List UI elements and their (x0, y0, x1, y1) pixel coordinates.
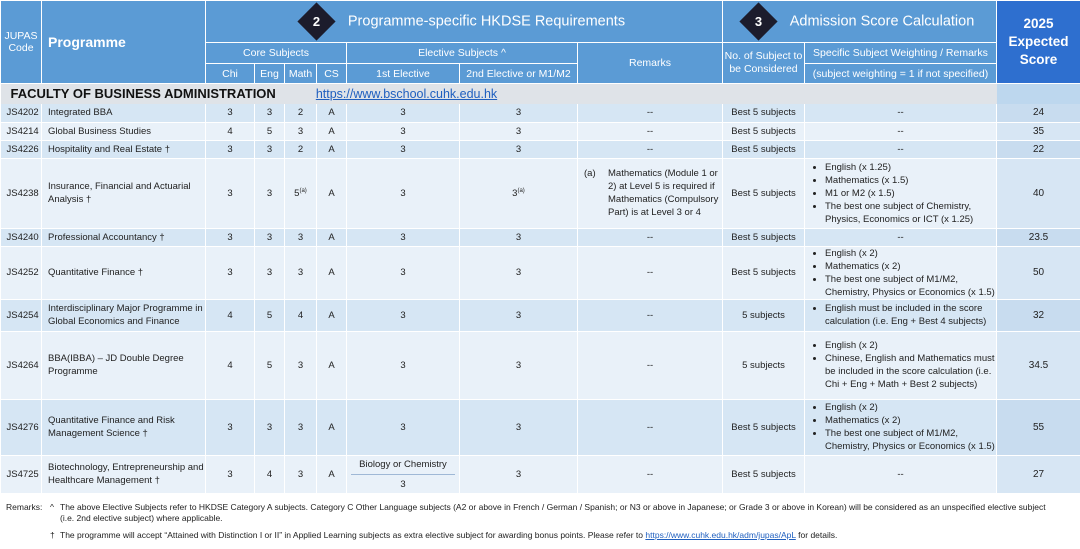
programme-name-cell: BBA(IBBA) – JD Double Degree Programme (42, 331, 206, 399)
table-row (1, 246, 1080, 299)
weighting-list (813, 339, 996, 391)
remarks-text: Mathematics (Module 1 or 2) at Level 5 is required if Mathematics (Compulsory Part) is at Level 3 or 4 (608, 168, 719, 218)
programme-name-cell: Interdisciplinary Major Programme in Global Economics and Finance (42, 299, 206, 331)
no-of-subjects-cell: 5 subjects (723, 299, 805, 331)
first-elective-cell: 3 (347, 299, 460, 331)
eng-cell: 3 (255, 158, 285, 228)
faculty-row-edge (997, 84, 1080, 105)
eng-cell: 5 (255, 331, 285, 399)
weighting-item: • English must be included in the score calculation (i.e. Eng + Best 4 subjects) (825, 302, 996, 328)
first-elective-cell: 3 (347, 331, 460, 399)
second-elective-value: 3 (515, 421, 522, 433)
weighting-header: Specific Subject Weighting / Remarks (805, 43, 997, 64)
no-of-subjects-cell: Best 5 subjects (723, 122, 805, 140)
programme-name-cell: Professional Accountancy † (42, 228, 206, 246)
math-value: 3 (297, 267, 304, 278)
math-cell (285, 104, 317, 122)
expected-score-cell: 22 (997, 140, 1080, 158)
first-elective-cell: 3 (347, 158, 460, 228)
second-elective-cell (460, 104, 578, 122)
second-elective-value: 3 (515, 231, 522, 243)
table-row (1, 455, 1080, 493)
faculty-name: FACULTY OF BUSINESS ADMINISTRATION (10, 86, 276, 101)
second-elective-cell (460, 455, 578, 493)
eng-cell: 5 (255, 122, 285, 140)
weighting-item: • The best one subject of Chemistry, Physics, Economics or ICT (x 1.25) (825, 200, 996, 226)
weighting-list (813, 401, 996, 453)
weighting-item: • English (x 1.25) (825, 161, 996, 174)
table-row (1, 331, 1080, 399)
eng-cell: 3 (255, 228, 285, 246)
section2-header: 2 Programme-specific HKDSE Requirements (206, 1, 723, 43)
second-elective-value: 3 (515, 309, 522, 321)
first-elective-cell: 3 (347, 246, 460, 299)
weighting-item: • Mathematics (x 2) (825, 414, 996, 427)
programme-name-cell: Quantitative Finance † (42, 246, 206, 299)
weighting-item: • Chinese, English and Mathematics must be included in the score calculation (i.e. Chi + Eng + Math + Best 2 subjects) (825, 352, 996, 391)
caret-remark-cont: (i.e. 2nd elective subject) where applicable. (60, 513, 223, 523)
weighting-note: (subject weighting = 1 if not specified) (805, 64, 997, 84)
math-value: 2 (297, 143, 304, 155)
math-footnote: (a) (299, 188, 307, 195)
jupas-code-cell: JS4240 (1, 228, 42, 246)
weighting-cell (805, 158, 997, 228)
eng-header: Eng (255, 64, 285, 84)
first-elective-subject: Biology or Chemistry (359, 458, 447, 470)
dagger-remark: The programme will accept “Attained with Distinction I or II” in Applied Learning subjects as extra elective subject for awarding bonus points. Please refer to https://www.cuhk.edu.hk/adm/jupas/ApL for details. (60, 530, 838, 540)
second-elective-value: 3 (515, 143, 522, 155)
programme-name-cell: Hospitality and Real Estate † (42, 140, 206, 158)
jupas-code-cell: JS4252 (1, 246, 42, 299)
math-cell (285, 399, 317, 455)
math-cell (285, 331, 317, 399)
cs-cell: A (317, 228, 347, 246)
chi-cell: 4 (206, 299, 255, 331)
weighting-item: • The best one subject of M1/M2, Chemistry, Physics or Economics (x 1.5) (825, 427, 996, 453)
chi-header: Chi (206, 64, 255, 84)
second-elective-value: 3 (515, 107, 522, 119)
table-row (1, 158, 1080, 228)
chi-cell: 3 (206, 158, 255, 228)
jupas-code-cell: JS4214 (1, 122, 42, 140)
weighting-cell: -- (805, 455, 997, 493)
jupas-code-cell: JS4725 (1, 455, 42, 493)
math-value: 5 (294, 188, 300, 200)
first-elective-value: 3 (400, 478, 406, 490)
programme-rows (1, 104, 1080, 493)
cs-cell: A (317, 122, 347, 140)
second-elective-cell (460, 331, 578, 399)
weighting-item: • Mathematics (x 1.5) (825, 174, 996, 187)
programme-name-cell: Quantitative Finance and Risk Management Science † (42, 399, 206, 455)
cs-cell: A (317, 399, 347, 455)
second-elective-value: 3 (512, 188, 518, 200)
weighting-cell: -- (805, 228, 997, 246)
second-elective-header: 2nd Elective or M1/M2 (460, 64, 578, 84)
math-value: 2 (297, 107, 304, 119)
math-cell (285, 455, 317, 493)
no-of-subjects-cell: Best 5 subjects (723, 158, 805, 228)
remarks-cell: -- (578, 455, 723, 493)
programme-name-cell: Insurance, Financial and Actuarial Analysis † (42, 158, 206, 228)
remarks-cell: -- (578, 299, 723, 331)
remarks-footer (0, 502, 1080, 541)
dagger-mark: † (50, 530, 55, 540)
math-value: 3 (297, 125, 304, 137)
weighting-item: • The best one subject of M1/M2, Chemistry, Physics or Economics (x 1.5) (825, 273, 996, 299)
eng-cell: 4 (255, 455, 285, 493)
apl-link[interactable]: https://www.cuhk.edu.hk/adm/jupas/ApL (645, 530, 796, 540)
chi-cell: 4 (206, 122, 255, 140)
chi-cell: 3 (206, 399, 255, 455)
weighting-item: • M1 or M2 (x 1.5) (825, 187, 996, 200)
weighting-list (813, 302, 996, 328)
weighting-item: • English (x 2) (825, 401, 996, 414)
remarks-cell: -- (578, 246, 723, 299)
caret-mark: ^ (50, 502, 54, 512)
cs-cell: A (317, 455, 347, 493)
expected-score-cell: 32 (997, 299, 1080, 331)
table-row (1, 399, 1080, 455)
weighting-list (813, 161, 996, 226)
weighting-cell (805, 399, 997, 455)
faculty-url-link[interactable]: https://www.bschool.cuhk.edu.hk (315, 87, 498, 101)
core-subjects-header: Core Subjects (206, 43, 347, 64)
remarks-cell: -- (578, 122, 723, 140)
no-of-subjects-cell: Best 5 subjects (723, 399, 805, 455)
eng-cell: 3 (255, 104, 285, 122)
chi-cell: 3 (206, 104, 255, 122)
second-elective-value: 3 (515, 125, 522, 137)
second-elective-cell (460, 246, 578, 299)
cs-header: CS (317, 64, 347, 84)
cs-cell: A (317, 158, 347, 228)
expected-score-cell: 40 (997, 158, 1080, 228)
expected-score-cell: 23.5 (997, 228, 1080, 246)
first-elective-cell: 3 (347, 104, 460, 122)
section2-badge: 2 (297, 2, 335, 40)
second-elective-cell (460, 399, 578, 455)
remarks-cell: -- (578, 399, 723, 455)
jupas-code-cell: JS4254 (1, 299, 42, 331)
jupas-code-cell: JS4264 (1, 331, 42, 399)
weighting-cell (805, 331, 997, 399)
faculty-row (1, 84, 997, 105)
eng-cell: 3 (255, 246, 285, 299)
remarks-footnote-label: (a) (584, 168, 596, 179)
elective-subjects-header: Elective Subjects ^ (347, 43, 578, 64)
math-value: 3 (297, 359, 304, 371)
jupas-code-cell: JS4276 (1, 399, 42, 455)
weighting-item: • English (x 2) (825, 247, 996, 260)
second-elective-cell (460, 228, 578, 246)
remarks-cell: -- (578, 104, 723, 122)
math-header: Math (285, 64, 317, 84)
no-of-subjects-cell: Best 5 subjects (723, 228, 805, 246)
no-of-subjects-cell: Best 5 subjects (723, 246, 805, 299)
no-of-subjects-cell: Best 5 subjects (723, 140, 805, 158)
remarks-cell: -- (578, 228, 723, 246)
no-of-subjects-cell: Best 5 subjects (723, 104, 805, 122)
jupas-code-cell: JS4238 (1, 158, 42, 228)
jupas-code-cell: JS4226 (1, 140, 42, 158)
remarks-header: Remarks (578, 43, 723, 84)
remarks-cell (578, 158, 723, 228)
weighting-cell: -- (805, 140, 997, 158)
math-cell (285, 299, 317, 331)
math-value: 3 (297, 421, 304, 433)
first-elective-cell: 3 (347, 228, 460, 246)
chi-cell: 3 (206, 140, 255, 158)
weighting-cell (805, 246, 997, 299)
table-row (1, 299, 1080, 331)
table-row (1, 104, 1080, 122)
section3-badge: 3 (739, 2, 777, 40)
cs-cell: A (317, 104, 347, 122)
math-cell (285, 228, 317, 246)
second-elective-cell (460, 299, 578, 331)
math-value: 4 (297, 309, 304, 321)
programme-name-cell: Global Business Studies (42, 122, 206, 140)
second-elective-footnote: (a) (517, 188, 525, 195)
math-cell (285, 122, 317, 140)
weighting-cell: -- (805, 122, 997, 140)
second-elective-value: 3 (515, 267, 522, 278)
caret-remark: The above Elective Subjects refer to HKDSE Category A subjects. Category C Other Language subjects (A2 or above in French / German / Spanish; or N3 or above in Japanese; or Grade 3 or above in Korean) will be considered as an unspecified elective subject (60, 502, 1046, 512)
chi-cell: 3 (206, 455, 255, 493)
math-cell (285, 246, 317, 299)
remarks-label: Remarks: (6, 502, 43, 512)
chi-cell: 4 (206, 331, 255, 399)
table-row (1, 228, 1080, 246)
jupas-code-header: JUPAS Code (1, 1, 42, 84)
first-elective-cell: 3 (347, 399, 460, 455)
math-cell (285, 140, 317, 158)
eng-cell: 3 (255, 399, 285, 455)
remarks-cell: -- (578, 331, 723, 399)
math-value: 3 (297, 231, 304, 243)
cs-cell: A (317, 299, 347, 331)
first-elective-cell: 3 (347, 140, 460, 158)
expected-score-cell: 50 (997, 246, 1080, 299)
second-elective-value: 3 (515, 468, 522, 480)
cs-cell: A (317, 140, 347, 158)
expected-score-header: 2025 Expected Score (997, 1, 1080, 84)
no-of-subjects-cell: 5 subjects (723, 331, 805, 399)
math-cell (285, 158, 317, 228)
jupas-code-cell: JS4202 (1, 104, 42, 122)
eng-cell: 3 (255, 140, 285, 158)
programme-name-cell: Integrated BBA (42, 104, 206, 122)
second-elective-cell (460, 122, 578, 140)
first-elective-cell: 3 (347, 122, 460, 140)
remarks-cell: -- (578, 140, 723, 158)
math-value: 3 (297, 468, 304, 480)
table-row (1, 140, 1080, 158)
second-elective-cell (460, 158, 578, 228)
first-elective-header: 1st Elective (347, 64, 460, 84)
first-elective-cell (347, 455, 460, 493)
no-of-subjects-cell: Best 5 subjects (723, 455, 805, 493)
weighting-cell (805, 299, 997, 331)
cs-cell: A (317, 331, 347, 399)
second-elective-cell (460, 140, 578, 158)
programme-header: Programme (42, 1, 206, 84)
table-row (1, 122, 1080, 140)
expected-score-cell: 55 (997, 399, 1080, 455)
expected-score-cell: 24 (997, 104, 1080, 122)
cs-cell: A (317, 246, 347, 299)
section3-header: 3 Admission Score Calculation (723, 1, 997, 43)
eng-cell: 5 (255, 299, 285, 331)
weighting-item: • English (x 2) (825, 339, 996, 352)
chi-cell: 3 (206, 246, 255, 299)
weighting-list (813, 247, 996, 299)
expected-score-cell: 35 (997, 122, 1080, 140)
weighting-cell: -- (805, 104, 997, 122)
expected-score-cell: 27 (997, 455, 1080, 493)
expected-score-cell: 34.5 (997, 331, 1080, 399)
programme-name-cell: Biotechnology, Entrepreneurship and Healthcare Management † (42, 455, 206, 493)
chi-cell: 3 (206, 228, 255, 246)
no-of-subjects-header: No. of Subject to be Considered (723, 43, 805, 84)
second-elective-value: 3 (515, 359, 522, 371)
weighting-item: • Mathematics (x 2) (825, 260, 996, 273)
